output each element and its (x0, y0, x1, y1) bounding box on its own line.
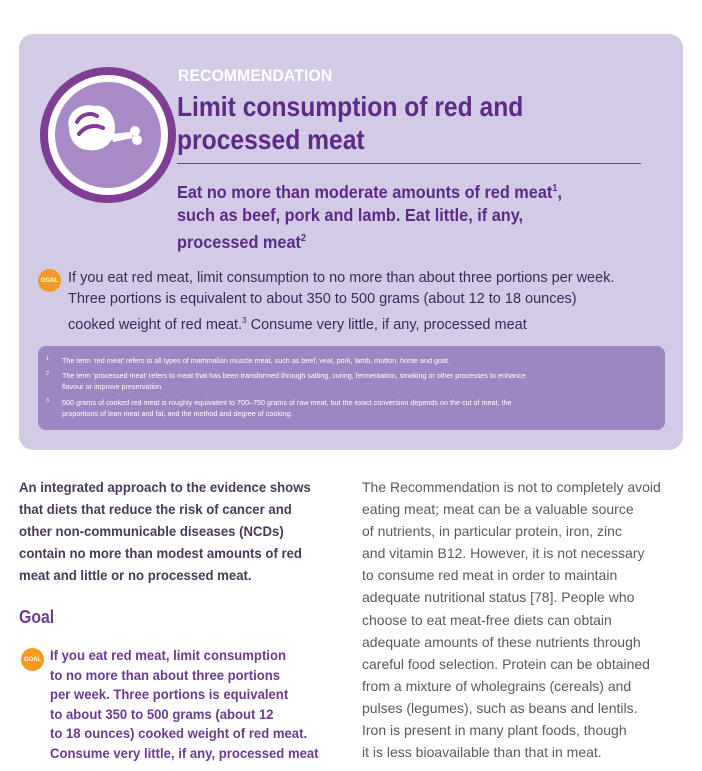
goal-heading: Goal (19, 607, 55, 627)
body-line: to consume red meat in order to maintain (362, 567, 618, 584)
goal-line: If you eat red meat, limit consumption to no more than about three portions per week. (68, 270, 615, 286)
page-title (177, 90, 564, 156)
subtitle-line: such as beef, pork and lamb. Eat little, if any, (177, 204, 524, 225)
intro-line: contain no more than modest amounts of red (19, 545, 302, 561)
intro-line: that diets that reduce the risk of cancer and (19, 501, 292, 517)
goal-line: If you eat red meat, limit consumption (50, 648, 286, 663)
footnote: 3 500 grams of cooked red meat is roughly equivalent to 700–750 grams of raw meat, but the exact conversion depends on the cut of meat, the proportions of lean meat and fat, and the method and degree of cooking. (46, 398, 512, 418)
body-line: The Recommendation is not to completely avoid (362, 479, 661, 495)
body-line: it is less bioavailable than that in meat. (362, 744, 602, 761)
goal-line: to no more than about three portions (50, 667, 281, 683)
intro-line: other non-communicable diseases (NCDs) (19, 523, 284, 539)
subtitle-line: processed meat$^2$ (177, 231, 307, 252)
body-line: of nutrients, in particular protein, iron, zinc (362, 523, 622, 540)
goal-statement-top (68, 268, 614, 336)
footnote: 2 The term ‘processed meat’ refers to meat that has been transformed through salting, curing, fermentation, smoking or other processes to enhance flavour or improve preservation. (46, 371, 526, 391)
title-line: Limit consumption of red and (177, 91, 524, 122)
goal-line: per week. Three portions is equivalent (50, 687, 289, 702)
title-divider (177, 163, 641, 164)
body-line: Iron is present in many plant foods, though (362, 722, 627, 739)
intro-line: meat and little or no processed meat. (19, 567, 252, 583)
goal-line: to about 350 to 500 grams (about 12 (50, 706, 274, 722)
body-line: and vitamin B12. However, it is not necessary (362, 545, 645, 562)
body-line: adequate amounts of these nutrients through (362, 633, 641, 650)
goal-line: to 18 ounces) cooked weight of red meat. (50, 726, 308, 741)
body-line: pulses (legumes), such as beans and lentils. (362, 699, 638, 716)
subtitle-line: Eat no more than moderate amounts of red meat$^1$, (177, 181, 563, 202)
intro-line: An integrated approach to the evidence shows (19, 479, 311, 495)
goal-statement-bottom (50, 646, 319, 763)
body-line: from a mixture of wholegrains (cereals) and (362, 677, 632, 694)
body-line: careful food selection. Protein can be obtained (362, 655, 650, 672)
goal-line: Three portions is equivalent to about 350 to 500 grams (about 12 to 18 ounces) (68, 291, 577, 307)
intro-paragraph (19, 476, 311, 586)
body-paragraph (362, 476, 661, 763)
goal-badge-icon: GOAL (21, 648, 44, 671)
body-line: choose to eat meat-free diets can obtain (362, 611, 612, 628)
goal-line: Consume very little, if any, processed meat (50, 745, 319, 761)
title-line: processed meat (177, 124, 365, 155)
body-line: eating meat; meat can be a valuable source (362, 501, 634, 518)
recommendation-kicker: RECOMMENDATION (178, 66, 333, 85)
recommendation-subtitle (177, 177, 562, 254)
footnote: 1 The term ‘red meat’ refers to all types of mammalian muscle meat, such as beef, veal, pork, lamb, mutton, horse and goat. (46, 356, 451, 365)
body-line: adequate nutritional status [78]. People who (362, 589, 635, 606)
goal-line: cooked weight of red meat.$^3$ Consume very little, if any, processed meat (68, 316, 527, 333)
meat-leg-icon (55, 82, 161, 188)
goal-badge-icon: GOAL (38, 269, 61, 292)
footnotes-box (38, 346, 665, 430)
